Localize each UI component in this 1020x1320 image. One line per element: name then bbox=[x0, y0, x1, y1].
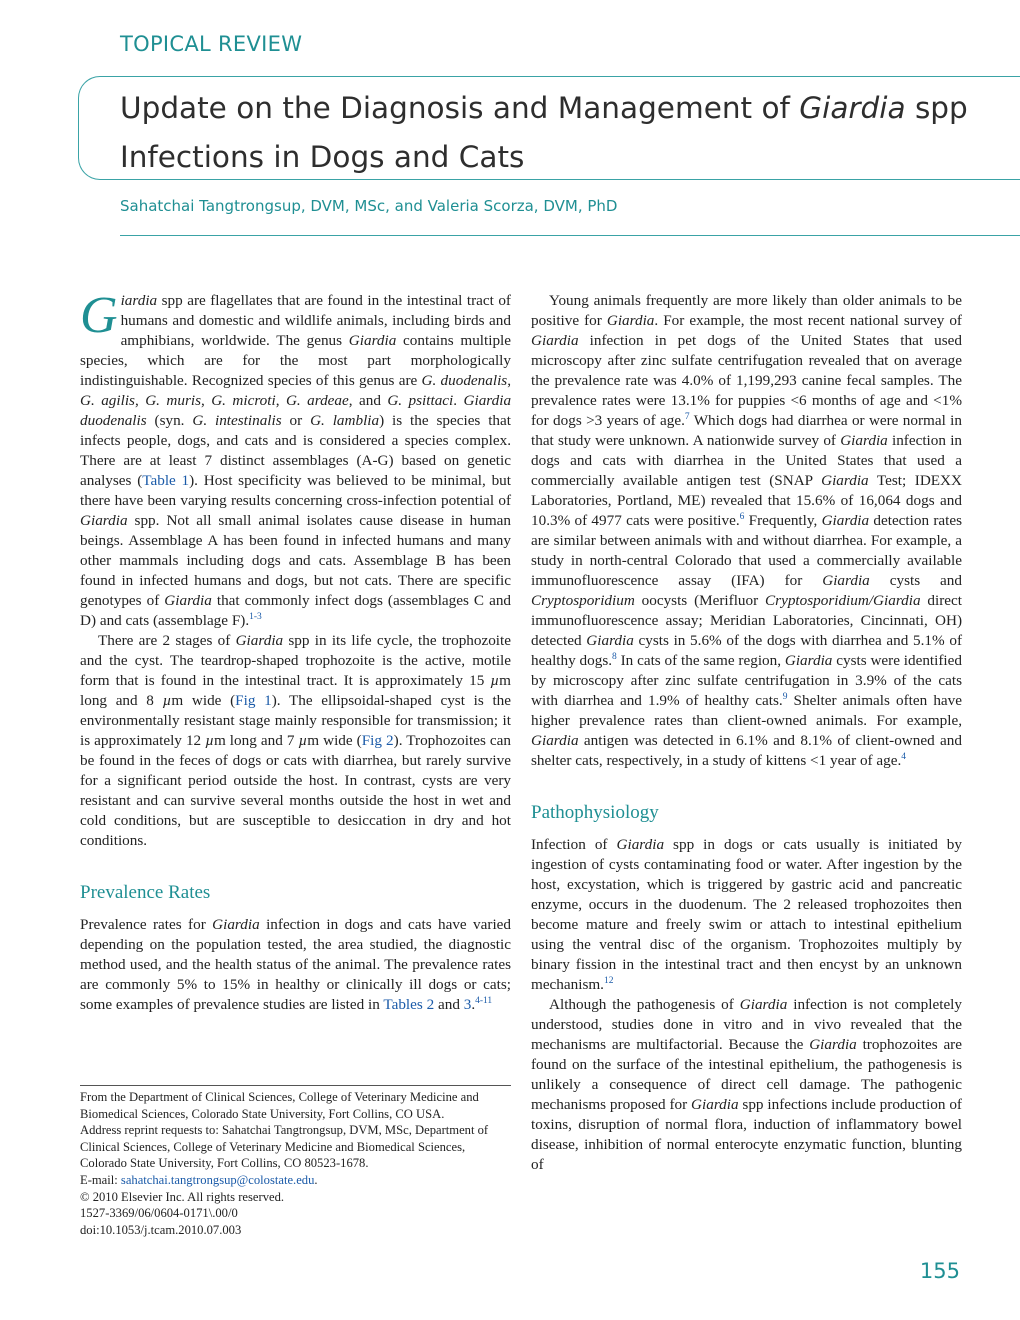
author-line: Sahatchai Tangtrongsup, DVM, MSc, and Valeria Scorza, DVM, PhD bbox=[120, 197, 618, 215]
left-column bbox=[80, 287, 512, 1015]
pathophysiology-paragraph-2: Although the pathogenesis of Giardia infection is not completely understood, studies done in vitro and in vivo revealed that the mechanisms are multifactorial. Because the Giardia trophozoites are found on the surface of the intestinal epithelium, the pathogenesis is unlikely a consequence of direct cell damage. The pathogenic mechanisms proposed for Giardia spp infections include production of toxins, disruption of normal flora, induction of inflammatory bowel disease, inhibition of normal enterocyte enzymatic function, blunting of bbox=[531, 996, 962, 1173]
email-link[interactable]: sahatchai.tangtrongsup@colostate.edu bbox=[120, 1172, 315, 1187]
intro-paragraph-2: There are 2 stages of Giardia spp in its life cycle, the trophozoite and the cyst. The teardrop-shaped trophozoite is the active, motile form that is found in the intestinal tract. It is approximately 15 µm long and 8 µm wide (Fig 1). The ellipsoidal-shaped cyst is the environmentally resistant stage mainly responsible for transmission; it is approximately 12 µm long and 7 µm wide (Fig 2). Trophozoites can be found in the feces of dogs or cats with diarrhea, but rarely survive for a significant period outside the host. In contrast, cysts are very resistant and can survive several months outside the host in wet and cold conditions, but are susceptible to desiccation in dry and hot conditions. bbox=[80, 632, 511, 849]
footnote-affiliation: From the Department of Clinical Sciences, College of Veterinary Medicine and Biomedical Sciences, Colorado State University, Fort Collins, CO USA. bbox=[80, 1090, 479, 1121]
footnote-copyright: © 2010 Elsevier Inc. All rights reserved. bbox=[80, 1189, 285, 1204]
right-column bbox=[531, 291, 962, 1175]
article-title: Update on the Diagnosis and Management of Giardia spp Infections in Dogs and Cats bbox=[120, 91, 968, 174]
pathophysiology-heading: Pathophysiology bbox=[531, 802, 659, 823]
dropcap: G bbox=[80, 287, 118, 344]
prevalence-paragraph-2: Young animals frequently are more likely than older animals to be positive for Giardia. For example, the most recent national survey of Giardia infection in pet dogs of the United States that used microscopy after zinc sulfate centrifugation revealed that on average the prevalence rate was 4.0% of 1,199,293 canine fecal samples. The prevalence rates were 13.1% for puppies <6 months of age and <1% for dogs >3 years of age.$^7$ Which dogs had diarrhea or were normal in that study were unknown. A nationwide survey of Giardia infection in dogs and cats with diarrhea in the United States that used a commercially available antigen test (SNAP Giardia Test; IDEXX Laboratories, Portland, ME) revealed that 15.6% of 16,064 dogs and 10.3% of 4977 cats were positive.$^6$ Frequently, Giardia detection rates are similar between animals with and without diarrhea. For example, a study in north-central Colorado that used a commercially available immunofluorescence assay (IFA) for Giardia cysts and Cryptosporidium oocysts (Merifluor Cryptosporidium/Giardia direct immunofluorescence assay; Meridian Laboratories, Cincinnati, OH) detected Giardia cysts in 5.6% of the dogs with diarrhea and 5.1% of healthy dogs.$^8$ In cats of the same region, Giardia cysts were identified by microscopy after zinc sulfate centrifugation in 3.9% of the cats with diarrhea and 1.9% of healthy cats.$^9$ Shelter animals often have higher prevalence rates than client-owned animals. For example, Giardia antigen was detected in 6.1% and 8.1% of client-owned and shelter cats, respectively, in a study of kittens <1 year of age.$^4$ bbox=[531, 292, 963, 769]
section-label: TOPICAL REVIEW bbox=[120, 32, 303, 56]
footnote-issn: 1527-3369/06/0604-0171\.00/0 bbox=[80, 1206, 238, 1221]
prevalence-heading: Prevalence Rates bbox=[80, 882, 211, 903]
header-rule bbox=[120, 235, 1020, 236]
footnote-doi: doi:10.1053/j.tcam.2010.07.003 bbox=[80, 1222, 242, 1237]
intro-paragraph-1: Giardia spp are flagellates that are found in the intestinal tract of humans and domestic and wildlife animals, including birds and amphibians, worldwide. The genus Giardia contains multiple species, which are for the most part morphologically indistinguishable. Recognized species of this genus are G. duodenalis, G. agilis, G. muris, G. microti, G. ardeae, and G. psittaci. Giardia duodenalis (syn. G. intestinalis or G. lamblia) is the species that infects people, dogs, and cats and is considered a species complex. There are at least 7 distinct assemblages (A-G) based on genetic analyses (Table 1). Host specificity was believed to be minimal, but there have been varying results concerning cross-infection potential of Giardia spp. Not all small animal isolates cause disease in human beings. Assemblage A has been found in infected humans and many other mammals including dogs and cats. Assemblage B has been found in infected humans and dogs, but not cats. There are specific genotypes of Giardia that commonly infect dogs (assemblages C and D) and cats (assemblage F).$^{1-3}$ bbox=[80, 287, 512, 629]
footnote bbox=[80, 1085, 511, 1238]
prevalence-paragraph-1: Prevalence rates for Giardia infection in dogs and cats have varied depending on the population tested, the area studied, the diagnostic method used, and the health status of the animal. The prevalence rates are commonly 5% to 15% in healthy or clinically ill dogs or cats; some examples of prevalence studies are listed in Tables 2 and 3.$^{4-11}$ bbox=[80, 916, 511, 1013]
footnote-email: E-mail: sahatchai.tangtrongsup@colostate.edu. bbox=[80, 1172, 318, 1187]
pathophysiology-paragraph-1: Infection of Giardia spp in dogs or cats usually is initiated by ingestion of cysts contaminating food or water. After ingestion by the host, excystation, which is triggered by gastric acid and pancreatic enzyme, occurs in the duodenum. The 2 released trophozoites then become mature and freely swim or attach to intestinal epithelium using the ventral disc of the organism. Trophozoites multiply by binary fission in the intestinal tract and then encyst by an unknown mechanism.$^{12}$ bbox=[531, 836, 962, 993]
page-number: 155 bbox=[919, 1259, 960, 1283]
footnote-reprint: Address reprint requests to: Sahatchai Tangtrongsup, DVM, MSc, Department of Clinical Sciences, College of Veterinary Medicine and Biomedical Sciences, Colorado State University, Fort Collins, CO 80523-1678. bbox=[80, 1123, 489, 1171]
